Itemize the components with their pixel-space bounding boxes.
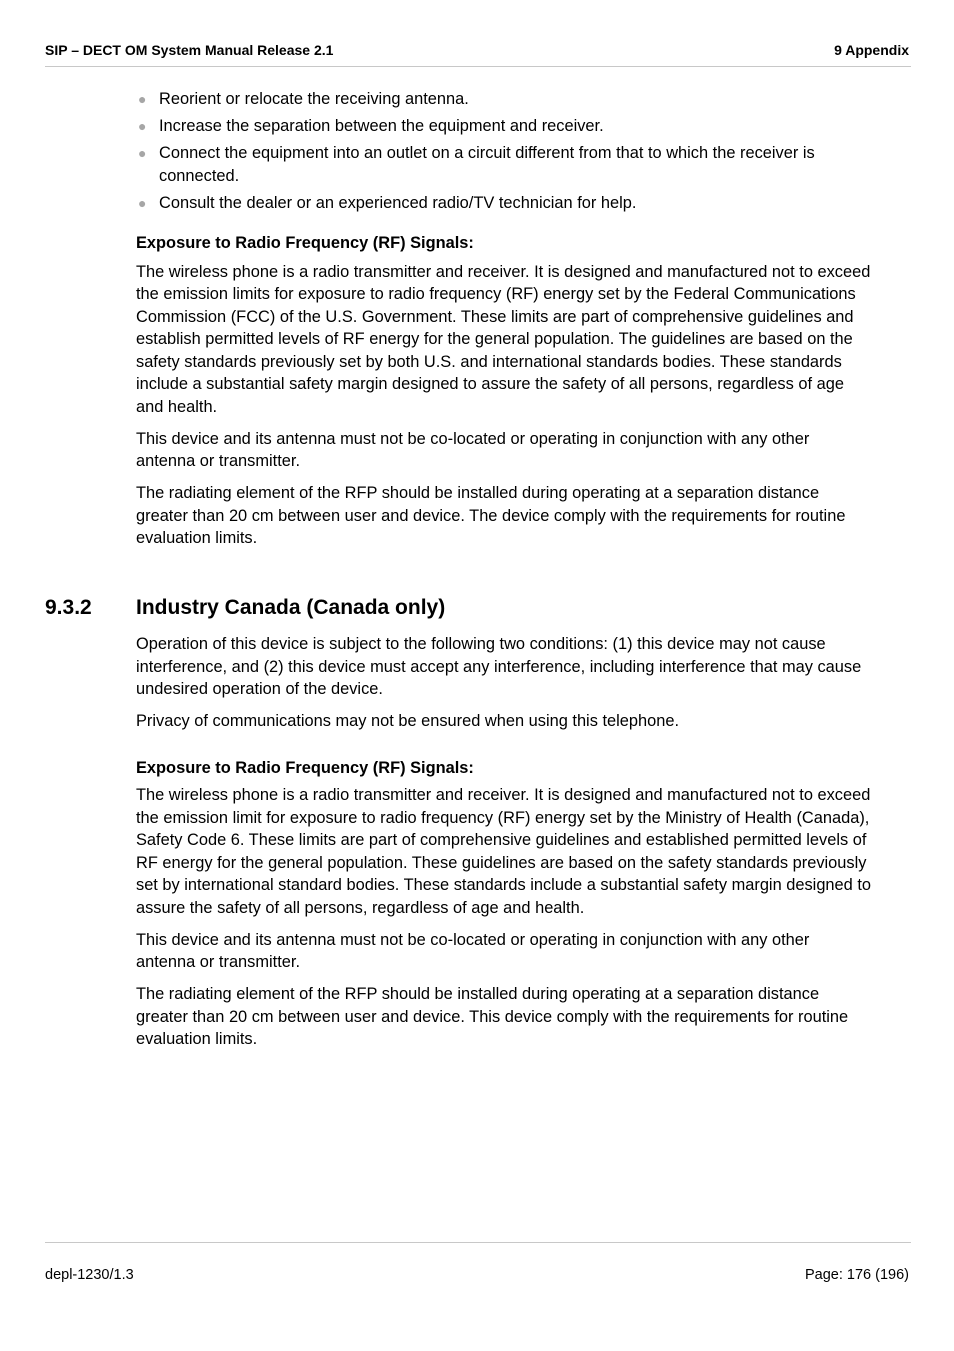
canada-separation-paragraph: The radiating element of the RFP should be installed during operating at a separation distance greater than 20 cm between user and device. This device comply with the requirements for routine evaluation limits.: [136, 985, 849, 1048]
bullet-icon: ●: [138, 91, 147, 107]
canada-privacy-paragraph: Privacy of communications may not be ensured when using this telephone.: [136, 712, 680, 730]
page-header: [45, 42, 911, 67]
section-title: Industry Canada (Canada only): [136, 596, 446, 619]
canada-colocation-paragraph: This device and its antenna must not be co-located or operating in conjunction with any other antenna or transmitter.: [136, 930, 810, 971]
list-item: ● Connect the equipment into an outlet on a circuit different from that to which the receiver is connected.: [138, 144, 815, 185]
header-chapter: 9 Appendix: [834, 42, 909, 58]
section-heading: [45, 596, 445, 620]
canada-conditions-paragraph: Operation of this device is subject to the following two conditions: (1) this device may not cause interference, and (2) this device must accept any interference, including interference that may cause undesired operation of the device.: [136, 635, 862, 698]
list-item: ● Consult the dealer or an experienced radio/TV technician for help.: [136, 192, 871, 215]
fcc-rf-paragraph: The wireless phone is a radio transmitter and receiver. It is designed and manufactured not to exceed the emission limits for exposure to radio frequency (RF) energy set by the Federal Communications Commission (FCC) of the U.S. Government. These limits are part of comprehensive guidelines and establish permitted levels of RF energy for the general population. The guidelines are based on the safety standards previously set by both U.S. and international standards bodies. These standards include a substantial safety margin designed to assure the safety of all persons, regardless of age and health.: [136, 262, 871, 416]
canada-rf-paragraph: The wireless phone is a radio transmitter and receiver. It is designed and manufactured not to exceed the emission limit for exposure to radio frequency (RF) energy set by the Ministry of Health (Canada), Safety Code 6. These limits are part of comprehensive guidelines and established permitted levels of RF energy for the general population. These guidelines are based on the safety standards previously set by international standard bodies. These standards include a substantial safety margin designed to assure the safety of all persons, regardless of age and health.: [136, 786, 872, 917]
canada-content: [136, 633, 871, 1051]
list-item: ● Increase the separation between the equipment and receiver.: [136, 115, 871, 138]
section-number: 9.3.2: [45, 596, 92, 619]
footer-page-number: Page: 176 (196): [805, 1267, 909, 1283]
fcc-content: [136, 88, 871, 550]
page-footer: [45, 1242, 911, 1283]
canada-rf-subheading: Exposure to Radio Frequency (RF) Signals:: [136, 758, 474, 777]
list-item: ● Reorient or relocate the receiving antenna.: [136, 88, 871, 111]
fcc-colocation-paragraph: This device and its antenna must not be co-located or operating in conjunction with any other antenna or transmitter.: [136, 429, 810, 470]
fcc-rf-subheading: Exposure to Radio Frequency (RF) Signals:: [136, 234, 474, 252]
bullet-icon: ●: [138, 145, 147, 161]
fcc-separation-paragraph: The radiating element of the RFP should be installed during operating at a separation distance greater than 20 cm between user and device. The device comply with the requirements for routine evaluation limits.: [136, 484, 846, 547]
header-document-title: SIP – DECT OM System Manual Release 2.1: [45, 42, 334, 58]
bullet-icon: ●: [138, 118, 147, 134]
footer-document-id: depl-1230/1.3: [45, 1267, 134, 1283]
bullet-icon: ●: [138, 194, 147, 211]
interference-measures-list: [136, 88, 871, 214]
